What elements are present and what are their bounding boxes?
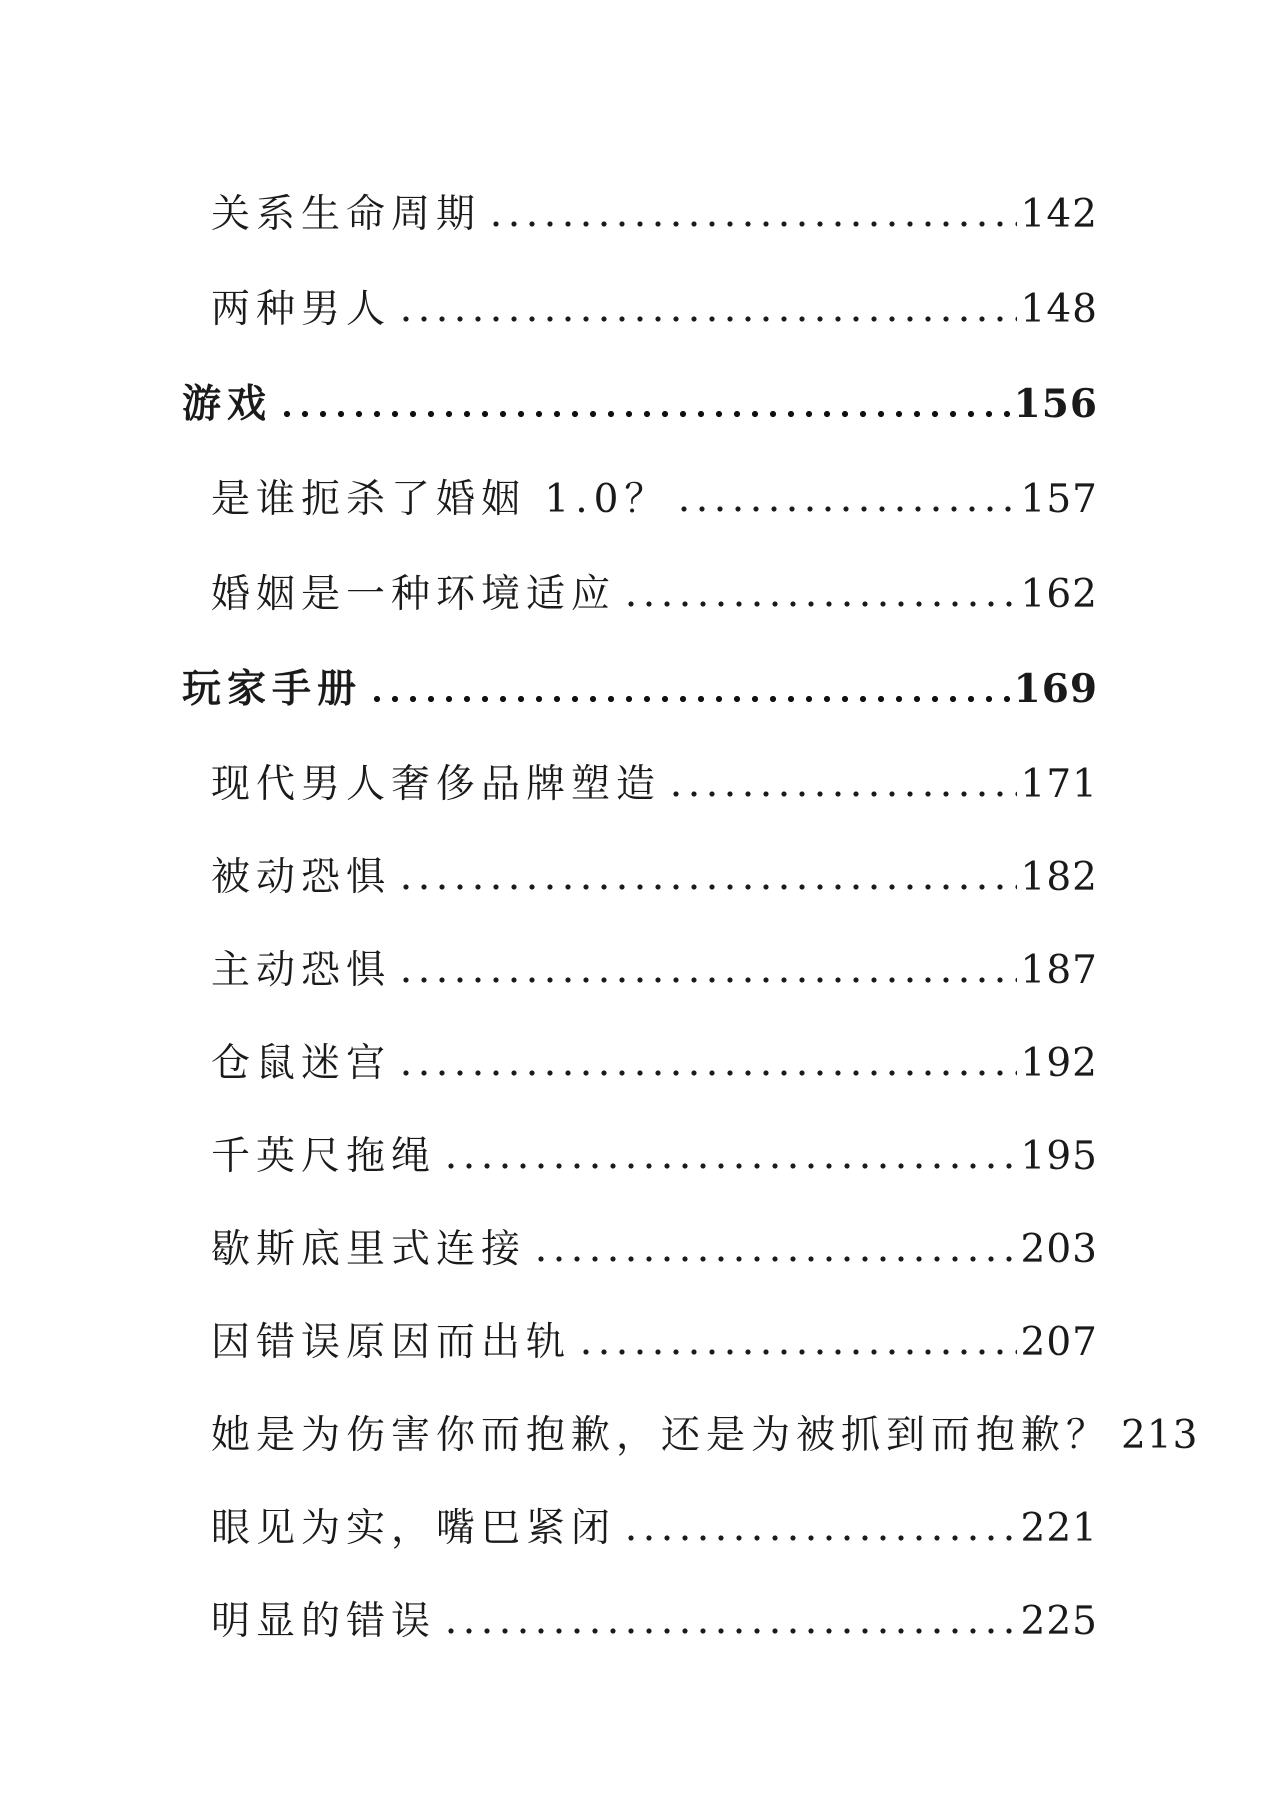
toc-entry-page: 213 <box>1121 1413 1199 1458</box>
toc-entry[interactable] <box>211 550 1098 617</box>
toc-entry-title: 明显的错误 <box>211 1599 437 1644</box>
toc-entry[interactable] <box>211 265 1098 332</box>
toc-entry[interactable] <box>211 455 1098 522</box>
toc-entry[interactable] <box>211 1484 1098 1551</box>
toc-entry[interactable] <box>211 1019 1098 1086</box>
toc-entry[interactable] <box>211 833 1098 900</box>
dot-leader <box>278 410 1010 418</box>
toc-entry-page: 207 <box>1020 1320 1098 1365</box>
toc-entry-title: 因错误原因而出轨 <box>211 1320 572 1365</box>
toc-section-heading[interactable] <box>182 645 1098 712</box>
toc-section-title: 游戏 <box>182 382 273 427</box>
dot-leader <box>675 505 1016 513</box>
toc-entry-page: 225 <box>1020 1599 1098 1644</box>
toc-entry-page: 221 <box>1020 1506 1098 1551</box>
toc-section-page: 169 <box>1013 666 1098 712</box>
toc-entry-title: 仓鼠迷宫 <box>211 1041 392 1086</box>
dot-leader <box>397 883 1017 891</box>
dot-leader <box>667 790 1017 798</box>
toc-entry-page: 192 <box>1020 1041 1098 1086</box>
dot-leader <box>622 600 1017 608</box>
dot-leader <box>532 1255 1017 1263</box>
toc-section-page: 156 <box>1013 381 1098 427</box>
toc-entry-title: 两种男人 <box>211 287 392 332</box>
toc-entry-title: 歇斯底里式连接 <box>211 1227 527 1272</box>
toc-entry-page: 157 <box>1020 477 1098 522</box>
toc-entry-title: 婚姻是一种环境适应 <box>211 572 617 617</box>
toc-entry-page: 203 <box>1020 1227 1098 1272</box>
toc-entry-title: 现代男人奢侈品牌塑造 <box>211 762 662 807</box>
toc-entry[interactable] <box>211 1577 1098 1644</box>
dot-leader <box>397 315 1017 323</box>
toc-entry-title: 她是为伤害你而抱歉，还是为被抓到而抱歉？ <box>211 1413 1112 1458</box>
toc-section-heading[interactable] <box>182 360 1098 427</box>
toc-entry-page: 171 <box>1020 762 1098 807</box>
dot-leader <box>577 1348 1017 1356</box>
toc-entry-title: 被动恐惧 <box>211 855 392 900</box>
toc-entry-page: 162 <box>1020 572 1098 617</box>
dot-leader <box>397 976 1017 984</box>
toc-section-title: 玩家手册 <box>182 667 363 712</box>
toc-entry-page: 142 <box>1020 192 1098 237</box>
toc-entry[interactable] <box>211 1205 1098 1272</box>
dot-leader <box>622 1534 1017 1542</box>
toc-entry-page: 195 <box>1020 1134 1098 1179</box>
toc-entry-title: 关系生命周期 <box>211 192 482 237</box>
dot-leader <box>368 695 1010 703</box>
toc-entry-title: 眼见为实，嘴巴紧闭 <box>211 1506 617 1551</box>
toc-entry-title: 千英尺拖绳 <box>211 1134 437 1179</box>
toc-entry[interactable] <box>211 1391 1199 1458</box>
toc-entry-page: 187 <box>1020 948 1098 993</box>
toc-entry[interactable] <box>211 1112 1098 1179</box>
toc-entry[interactable] <box>211 740 1098 807</box>
toc-entry[interactable] <box>211 170 1098 237</box>
toc-entry-page: 148 <box>1020 287 1098 332</box>
toc-entry[interactable] <box>211 1298 1098 1365</box>
dot-leader <box>442 1627 1017 1635</box>
toc-entry-page: 182 <box>1020 855 1098 900</box>
toc-entry-title: 是谁扼杀了婚姻 1.0？ <box>211 477 670 522</box>
toc-entry[interactable] <box>211 926 1098 993</box>
toc-entry-title: 主动恐惧 <box>211 948 392 993</box>
dot-leader <box>442 1162 1017 1170</box>
dot-leader <box>397 1069 1017 1077</box>
dot-leader <box>487 220 1017 228</box>
